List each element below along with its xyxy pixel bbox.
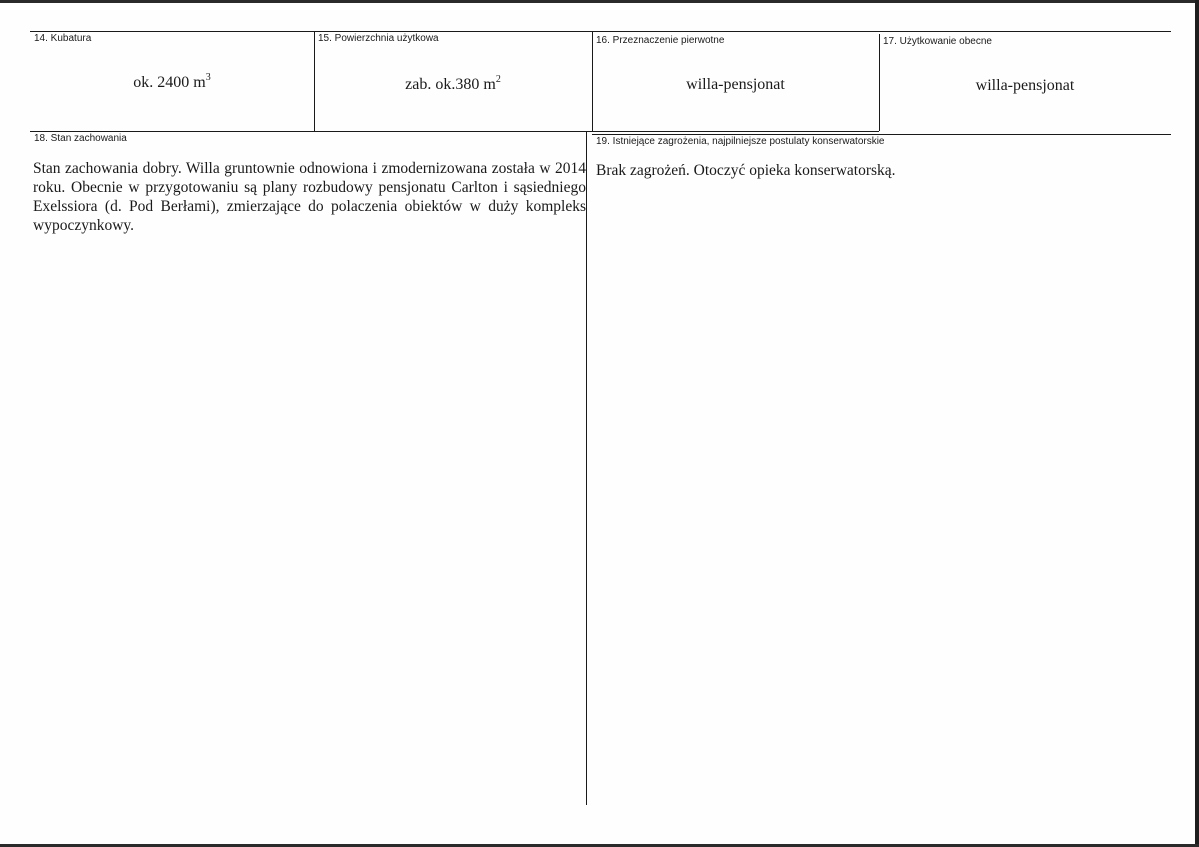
label-powierzchnia: 15. Powierzchnia użytkowa [318, 33, 439, 44]
row-divider-right [592, 134, 1171, 135]
value-powierzchnia-number: zab. ok.380 m [405, 76, 496, 93]
text-stan-zachowania: Stan zachowania dobry. Willa gruntownie odnowiona i zmodernizowana została w 2014 roku. Obecnie w przygotowaniu są plany rozbudowy pensjonatu Carlton i sąsiedniego Exelssiora (d. Pod Berłami), zmierzające do polaczenia obiektów w duży kompleks wypoczynkowy. [33, 160, 586, 234]
table-top-border [30, 31, 1171, 32]
text-zagrozenia: Brak zagrożeń. Otoczyć opieka konserwatorską. [596, 162, 896, 179]
label-zagrozenia: 19. Istniejące zagrożenia, najpilniejsze postulaty konserwatorskie [596, 136, 885, 147]
value-kubatura-number: ok. 2400 m [133, 74, 206, 91]
value-powierzchnia-exponent: 2 [495, 74, 501, 85]
value-przeznaczenie: willa-pensjonat [686, 76, 785, 93]
divider-18-19 [586, 131, 587, 805]
value-kubatura [30, 72, 314, 92]
value-powierzchnia [314, 74, 592, 94]
scan-edge-right [1195, 0, 1199, 847]
label-uzytkowanie: 17. Użytkowanie obecne [883, 36, 992, 47]
label-przeznaczenie: 16. Przeznaczenie pierwotne [596, 35, 725, 46]
row-divider-left [30, 131, 879, 132]
scan-edge-top [0, 0, 1199, 3]
label-stan-zachowania: 18. Stan zachowania [34, 133, 127, 144]
value-kubatura-exponent: 3 [205, 72, 211, 83]
value-uzytkowanie: willa-pensjonat [975, 77, 1075, 94]
label-kubatura: 14. Kubatura [34, 33, 92, 44]
